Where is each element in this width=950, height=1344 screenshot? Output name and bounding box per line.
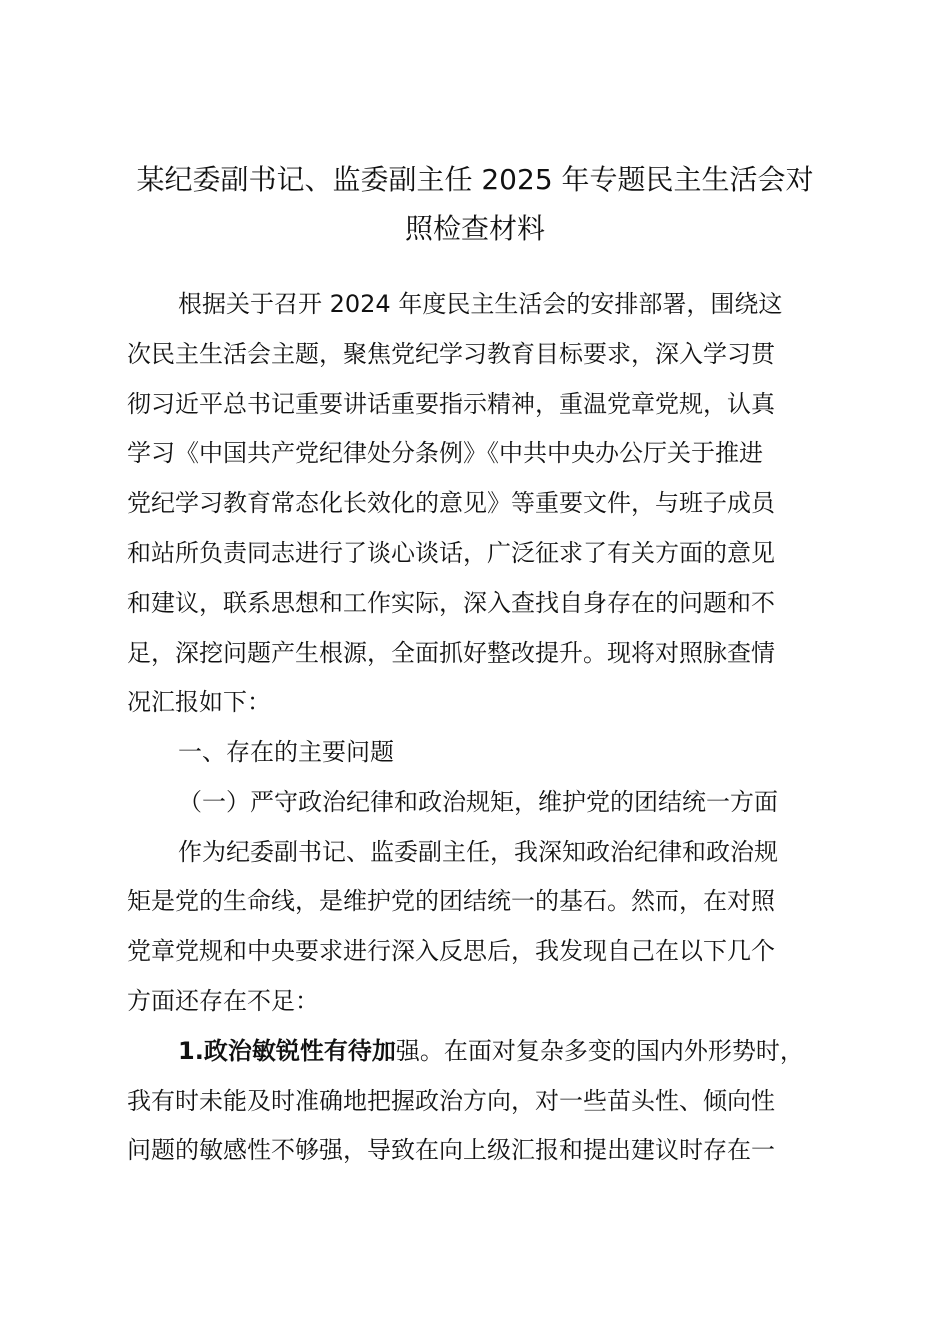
intro-line: 况汇报如下： [127, 688, 271, 716]
paragraph-line: 我有时未能及时准确地把握政治方向，对一些苗头性、倾向性 [127, 1087, 775, 1115]
intro-line: 党纪学习教育常态化长效化的意见》等重要文件，与班子成员 [127, 489, 775, 517]
intro-line: 学习《中国共产党纪律处分条例》《中共中央办公厅关于推进 [127, 439, 763, 467]
intro-line: 次民主生活会主题，聚焦党纪学习教育目标要求，深入学习贯 [127, 340, 775, 368]
intro-line: 和建议，联系思想和工作实际，深入查找自身存在的问题和不 [127, 589, 775, 617]
section-heading: 一、存在的主要问题 [178, 738, 394, 766]
paragraph-line: 矩是党的生命线，是维护党的团结统一的基石。然而，在对照 [127, 887, 775, 915]
intro-line: 根据关于召开 2024 年度民主生活会的安排部署，围绕这 [178, 290, 783, 318]
intro-line: 彻习近平总书记重要讲话重要指示精神，重温党章党规，认真 [127, 390, 775, 418]
paragraph-line: 党章党规和中央要求进行深入反思后，我发现自己在以下几个 [127, 937, 775, 965]
paragraph-line: 作为纪委副书记、监委副主任，我深知政治纪律和政治规 [178, 838, 778, 866]
paragraph-line: 方面还存在不足： [127, 987, 319, 1015]
point-1-heading: 1.政治敏锐性有待加 [178, 1037, 396, 1065]
point-1-text: 强。在面对复杂多变的国内外形势时， [395, 1037, 804, 1065]
intro-line: 足，深挖问题产生根源，全面抓好整改提升。现将对照脉查情 [127, 639, 775, 667]
point-1-line [178, 1036, 898, 1066]
document-title-line-1: 某纪委副书记、监委副主任 2025 年专题民主生活会对 [136, 163, 814, 196]
subsection-heading: （一）严守政治纪律和政治规矩，维护党的团结统一方面 [178, 788, 778, 816]
intro-line: 和站所负责同志进行了谈心谈话，广泛征求了有关方面的意见 [127, 539, 775, 567]
paragraph-line: 问题的敏感性不够强，导致在向上级汇报和提出建议时存在一 [127, 1136, 775, 1164]
document-title-line-2: 照检查材料 [404, 212, 545, 245]
